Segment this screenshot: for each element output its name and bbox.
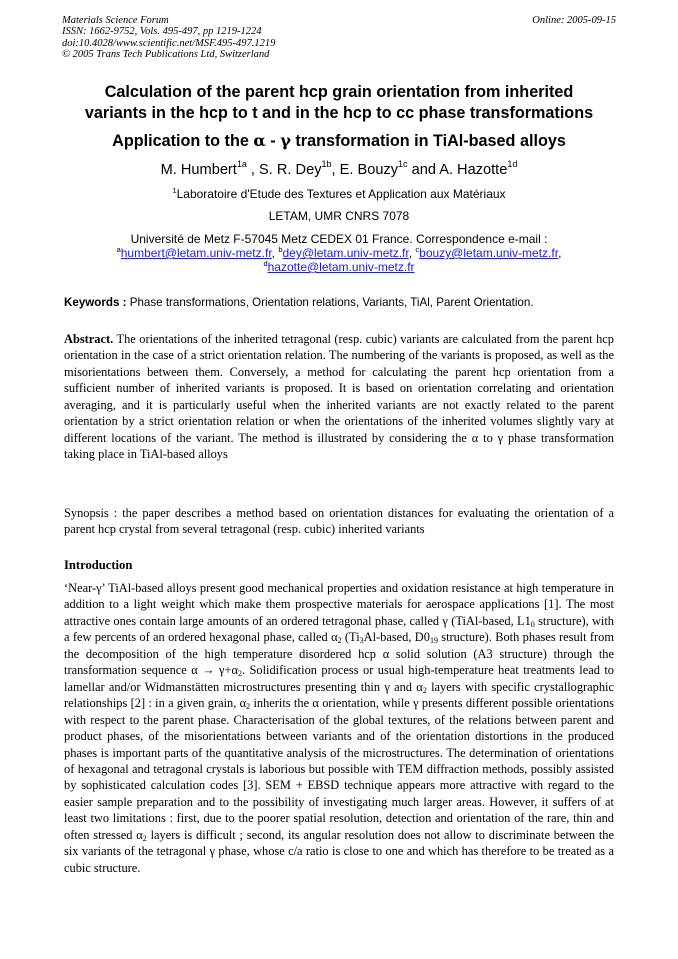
intro-text: inherits the α orientation, while γ presents different possible orientations with respect to the parent phase. Characterisation of the global textures, of the relations between parent and product phases, of the misorientations between variants and of the orientation distortions in the produced phases is important parts of the quantitative analysis of the microstructures. The determination of orientations of hexagonal and tetragonal crystals is laborious but possible with TEM diffraction methods, possibly assisted by sophisticated calculation codes [3]. SEM + EBSD technique appears more attractive with regard to the easier sample preparation and to the possibility of investigating much larger areas. However, it suffers of at least two limitations : first, due to the poorer spatial resolution, detection and orientation of the rare, thin and often stressed α (64, 696, 615, 842)
email-link[interactable]: hazotte@letam.univ-metz.fr (267, 260, 415, 274)
affiliation-address: Université de Metz F-57045 Metz CEDEX 01 France. Correspondence e-mail : (130, 232, 548, 246)
author-sup: 1d (507, 159, 518, 169)
email-sep: , (558, 246, 562, 260)
abstract-text: The orientations of the inherited tetragonal (resp. cubic) variants are calculated from the parent hcp orientation in the case of a strict orientation relation. The numbering of the variants is proposed, as well as the misorientations between them. Conversely, a method for calculating the parent hcp orientation from a sufficient number of inherited variants is proposed. It is based on orientation correlating and orientation averaging, and it is particularly useful when the inherited variants are not exactly related to the parent orientation by a strict orientation relation or when the orientations of the inherited volumes slightly vary at different locations of the variant. The method is illustrated by considering the α to γ phase transformation taking place in TiAl-based alloys (64, 332, 614, 462)
copyright-line: © 2005 Trans Tech Publications Ltd, Switzerland (62, 49, 270, 61)
issn-line: ISSN: 1662-9752, Vols. 495-497, pp 1219-1224 (62, 26, 262, 38)
author-sep: , (246, 162, 260, 178)
affiliation-sup: 1 (172, 186, 177, 195)
intro-subscript: 2 (337, 636, 342, 646)
intro-text: layers with specific crystallographic relationships [2] : in a given grain, α (64, 679, 614, 711)
synopsis-label: Synopsis : (64, 506, 118, 520)
author-sep: , (331, 162, 340, 178)
keywords-label: Keywords : (64, 296, 127, 309)
affiliation-lab-text: Laboratoire d'Etude des Textures et Application aux Matériaux (176, 187, 506, 201)
author-sup: 1c (398, 159, 408, 169)
intro-subscript: 2 (142, 833, 147, 843)
affiliation-lab (40, 187, 638, 202)
email-sup: d (263, 259, 268, 268)
intro-text: . Solidification process or usual high-temperature heat treatments lead to lamellar and/or Widmanstätten microstructures presenting thin γ and α (64, 663, 614, 694)
intro-subscript: 2 (422, 685, 427, 695)
intro-subscript: 3 (359, 636, 364, 646)
synopsis (64, 505, 614, 538)
author-name: M. Humbert (160, 162, 237, 178)
introduction-heading: Introduction (64, 558, 133, 572)
email-sup: a (116, 245, 121, 254)
author-name: E. Bouzy (339, 162, 399, 178)
email-link[interactable]: bouzy@letam.univ-metz.fr (419, 246, 559, 260)
author-sep: and (407, 162, 440, 178)
journal-name: Materials Science Forum (62, 15, 169, 26)
intro-text: structure), with a few percents of an ordered hexagonal phase, called α (64, 613, 615, 645)
subtitle-gamma: γ (280, 131, 291, 150)
email-sup: c (415, 245, 420, 254)
email-list-2 (40, 260, 638, 275)
running-header (62, 15, 616, 61)
title-line-2: variants in the hcp to t and in the hcp to cc phase transformations (84, 104, 594, 122)
subtitle-mid: - (265, 132, 281, 150)
intro-subscript: 19 (429, 636, 438, 646)
synopsis-text: the paper describes a method based on orientation distances for evaluating the orientation of a parent hcp crystal from several tetragonal (resp. cubic) inherited variants (64, 506, 614, 537)
author-name: S. R. Dey (259, 162, 322, 178)
intro-text: Al-based, D0 (363, 630, 430, 645)
intro-subscript: 0 (530, 619, 535, 629)
abstract-label: Abstract. (64, 332, 114, 346)
title-line-1: Calculation of the parent hcp grain orientation from inherited (104, 83, 574, 101)
abstract (64, 331, 614, 463)
email-sup: b (278, 245, 283, 254)
subtitle-pre: Application to the (112, 132, 254, 150)
author-sup: 1b (321, 159, 332, 169)
keywords (64, 295, 624, 310)
email-list (40, 246, 638, 261)
intro-subscript: 2 (246, 702, 251, 712)
email-sep: , (408, 246, 416, 260)
doi-line: doi:10.4028/www.scientific.net/MSF.495-497.1219 (62, 37, 276, 49)
keywords-text: Phase transformations, Orientation relations, Variants, TiAl, Parent Orientation. (126, 296, 534, 309)
email-sep: , (271, 246, 279, 260)
author-list (40, 160, 638, 180)
subtitle-alpha: α (253, 131, 266, 150)
paper-subtitle (40, 130, 638, 152)
subtitle-post: transformation in TiAl-based alloys (290, 132, 566, 150)
affiliation-unit: LETAM, UMR CNRS 7078 (268, 209, 410, 223)
online-date: Online: 2005-09-15 (532, 15, 616, 26)
intro-text: layers is difficult ; second, its angular resolution does not allow to discriminate between the six variants of the tetragonal γ phase, whose c/a ratio is close to one and which has therefore to be treated as a cubic structure. (64, 827, 615, 875)
email-link[interactable]: dey@letam.univ-metz.fr (282, 246, 409, 260)
intro-subscript: 2 (237, 669, 242, 679)
email-link[interactable]: humbert@letam.univ-metz.fr (120, 246, 272, 260)
paper-title (40, 82, 638, 124)
intro-text: (Ti (341, 630, 360, 645)
author-sup: 1a (236, 159, 247, 169)
author-name: A. Hazotte (439, 162, 508, 178)
intro-text: structure). Both phases result from the decomposition of the high temperature disordered hcp α solid solution (A3 structure) through the transformation sequence α → γ+α (64, 630, 614, 678)
introduction-paragraph (64, 580, 614, 876)
intro-text: ‘Near-γ’ TiAl-based alloys present good mechanical properties and oxidation resistance at high temperature in addition to a light weight which make them prospective materials for aerospace applications [1]. The most attractive ones contain large amounts of an ordered tetragonal phase, called γ (TiAl-based, L1 (64, 581, 614, 628)
